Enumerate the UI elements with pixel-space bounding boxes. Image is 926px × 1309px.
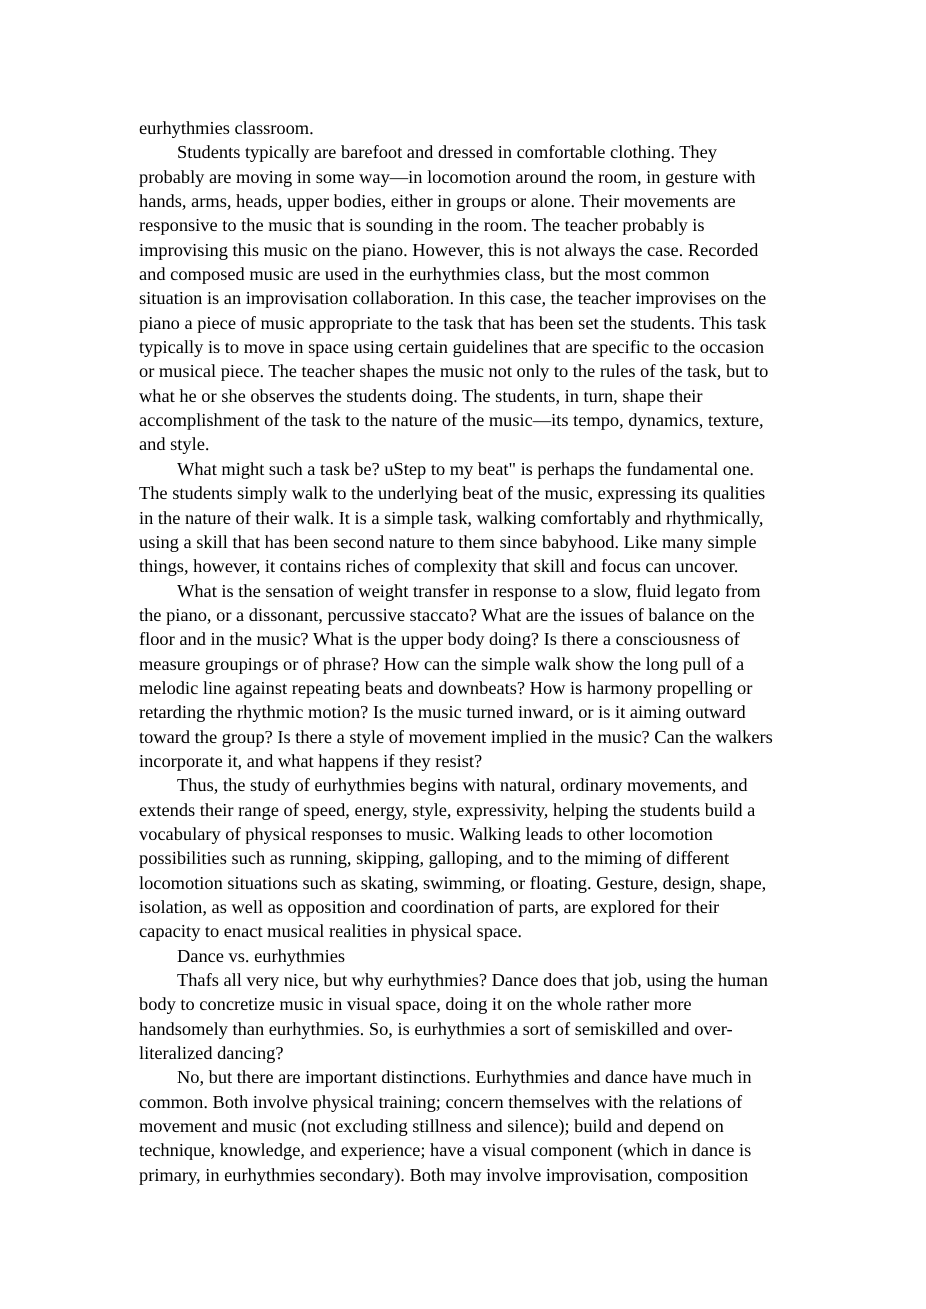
text-line: what he or she observes the students doing. The students, in turn, shape their — [139, 385, 703, 406]
text-line: situation is an improvisation collaboration. In this case, the teacher improvises on the — [139, 288, 767, 309]
text-line: extends their range of speed, energy, style, expressivity, helping the students build a — [139, 799, 756, 820]
text-line: toward the group? Is there a style of movement implied in the music? Can the walkers — [139, 726, 773, 747]
text-line: technique, knowledge, and experience; have a visual component (which in dance is — [139, 1140, 752, 1161]
text-line: possibilities such as running, skipping, galloping, and to the miming of different — [139, 848, 730, 869]
text-line: and composed music are used in the eurhythmies class, but the most common — [139, 264, 710, 285]
text-line: Thafs all very nice, but why eurhythmies? Dance does that job, using the human — [177, 970, 768, 991]
text-line: floor and in the music? What is the upper body doing? Is there a consciousness of — [139, 629, 740, 650]
text-line: What is the sensation of weight transfer in response to a slow, fluid legato from — [177, 580, 761, 601]
text-line: melodic line against repeating beats and downbeats? How is harmony propelling or — [139, 677, 753, 698]
text-line: eurhythmies classroom. — [139, 118, 314, 138]
text-line: Dance vs. eurhythmies — [177, 945, 346, 966]
page-text — [139, 116, 799, 1187]
text-line: vocabulary of physical responses to music. Walking leads to other locomotion — [139, 823, 713, 844]
paragraph — [139, 579, 799, 774]
text-line: Students typically are barefoot and dressed in comfortable clothing. They — [177, 142, 717, 163]
text-line: the piano, or a dissonant, percussive staccato? What are the issues of balance on the — [139, 604, 755, 625]
text-line: What might such a task be? uStep to my beat" is perhaps the fundamental one. — [177, 458, 754, 479]
text-line: retarding the rhythmic motion? Is the music turned inward, or is it aiming outward — [139, 702, 746, 723]
paragraph — [139, 968, 799, 1065]
text-line: accomplishment of the task to the nature of the music—its tempo, dynamics, texture, — [139, 410, 764, 431]
text-line: piano a piece of music appropriate to the task that has been set the students. This task — [139, 312, 767, 333]
paragraph — [139, 116, 799, 140]
text-line: incorporate it, and what happens if they resist? — [139, 750, 483, 771]
text-line: No, but there are important distinctions. Eurhythmies and dance have much in — [177, 1067, 752, 1088]
text-line: improvising this music on the piano. However, this is not always the case. Recorded — [139, 239, 759, 260]
text-line: typically is to move in space using certain guidelines that are specific to the occasion — [139, 337, 765, 358]
paragraph — [139, 1065, 799, 1187]
text-line: locomotion situations such as skating, swimming, or floating. Gesture, design, shape, — [139, 872, 767, 893]
text-line: responsive to the music that is sounding in the room. The teacher probably is — [139, 215, 705, 236]
text-line: Thus, the study of eurhythmies begins with natural, ordinary movements, and — [177, 775, 748, 796]
text-line: primary, in eurhythmies secondary). Both may involve improvisation, composition — [139, 1164, 749, 1185]
text-line: in the nature of their walk. It is a simple task, walking comfortably and rhythmically, — [139, 507, 764, 528]
text-line: handsomely than eurhythmies. So, is eurhythmies a sort of semiskilled and over- — [139, 1018, 733, 1039]
paragraph — [139, 140, 799, 456]
paragraph — [139, 944, 799, 968]
text-line: The students simply walk to the underlying beat of the music, expressing its qualities — [139, 483, 766, 504]
text-line: using a skill that has been second nature to them since babyhood. Like many simple — [139, 531, 757, 552]
paragraph — [139, 457, 799, 579]
text-line: measure groupings or of phrase? How can the simple walk show the long pull of a — [139, 653, 745, 674]
text-line: probably are moving in some way—in locomotion around the room, in gesture with — [139, 166, 756, 187]
text-line: movement and music (not excluding stillness and silence); build and depend on — [139, 1116, 724, 1137]
text-line: literalized dancing? — [139, 1043, 284, 1064]
paragraph — [139, 773, 799, 943]
text-line: isolation, as well as opposition and coordination of parts, are explored for their — [139, 897, 720, 917]
text-line: hands, arms, heads, upper bodies, either in groups or alone. Their movements are — [139, 191, 736, 212]
text-line: capacity to enact musical realities in physical space. — [139, 921, 522, 942]
text-line: things, however, it contains riches of complexity that skill and focus can uncover. — [139, 556, 739, 577]
text-line: or musical piece. The teacher shapes the music not only to the rules of the task, but to — [139, 361, 769, 382]
text-line: and style. — [139, 434, 210, 455]
text-line: common. Both involve physical training; concern themselves with the relations of — [139, 1091, 743, 1112]
text-line: body to concretize music in visual space, doing it on the whole rather more — [139, 994, 692, 1015]
